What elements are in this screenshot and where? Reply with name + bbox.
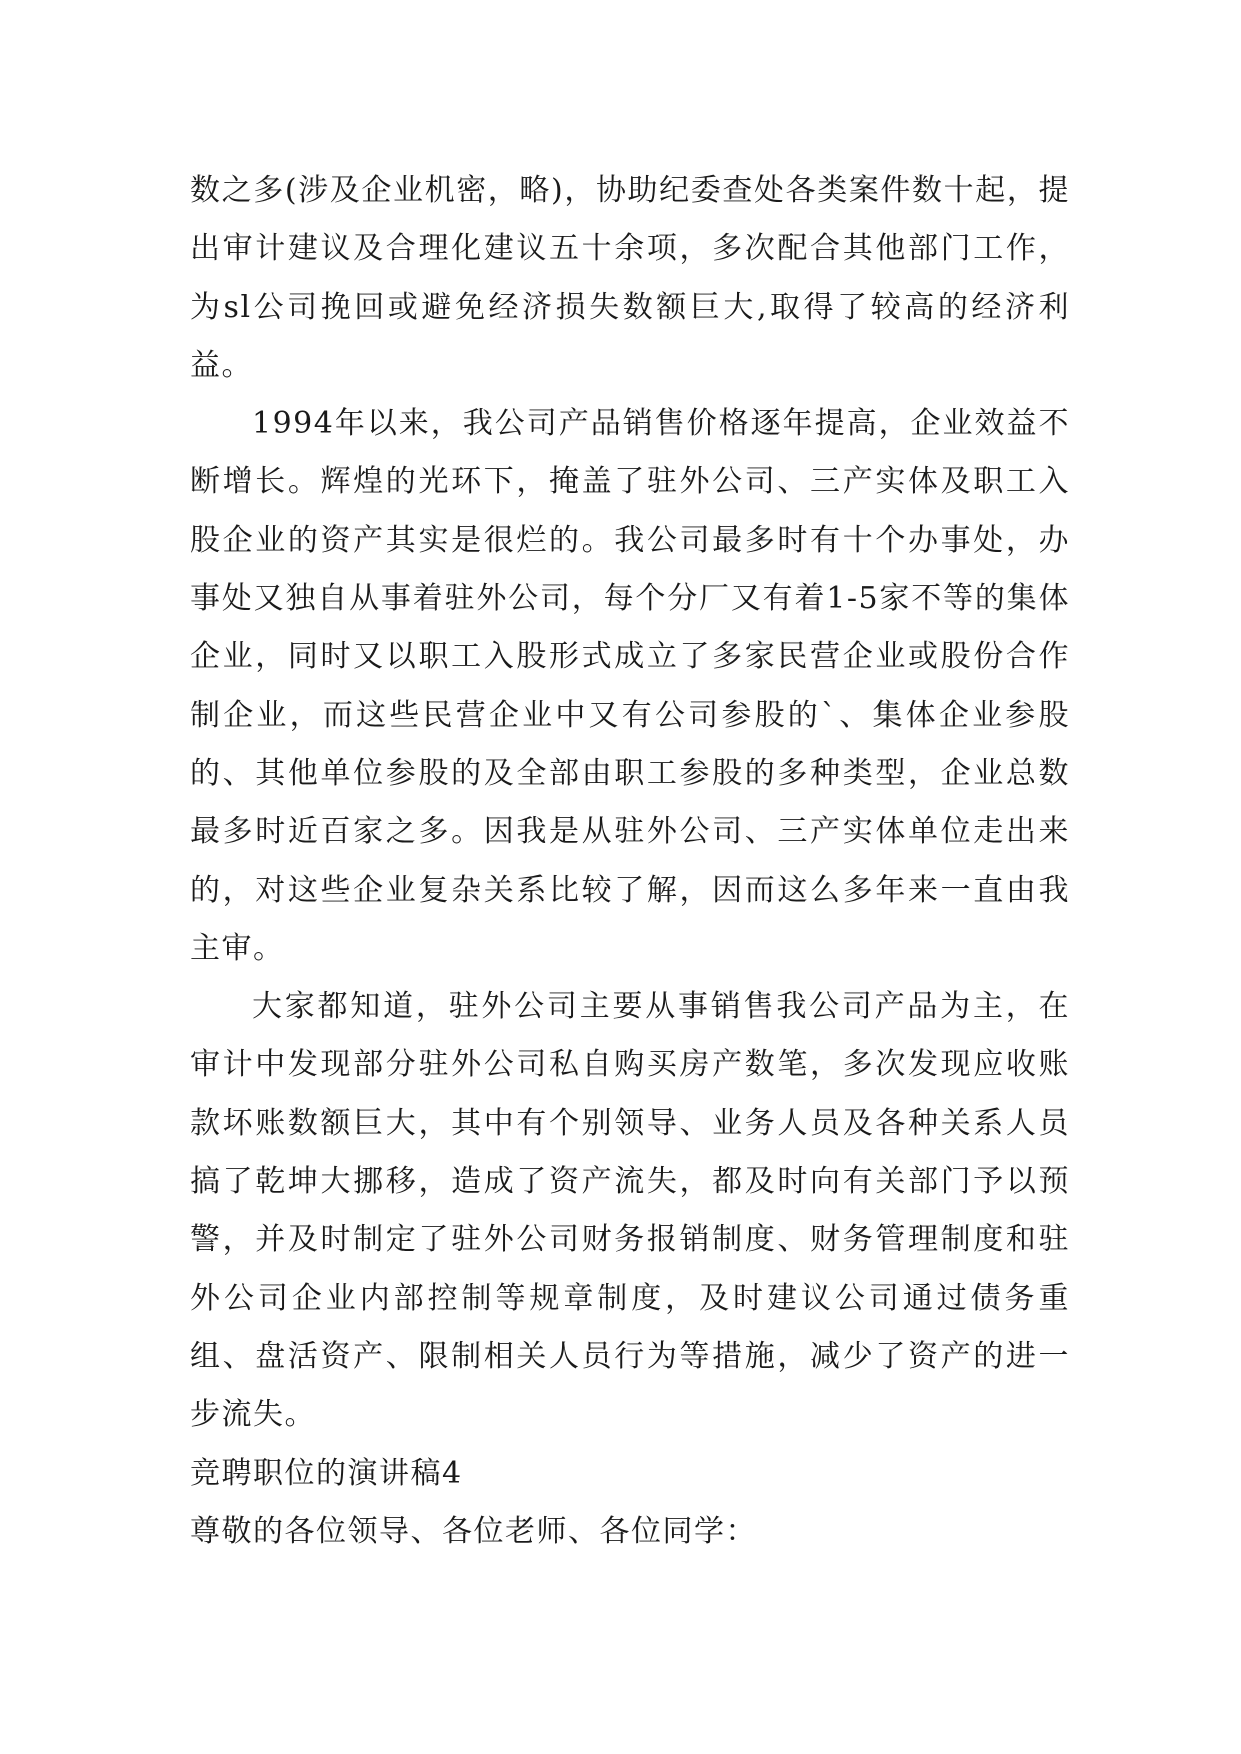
paragraph-asset-loss-prevention: 大家都知道，驻外公司主要从事销售我公司产品为主，在审计中发现部分驻外公司私自购买房产数笔，多次发现应收账款坏账数额巨大，其中有个别领导、业务人员及各种关系人员搞了乾坤大挪移，造成了资产流失，都及时向有关部门予以预警，并及时制定了驻外公司财务报销制度、财务管理制度和驻外公司企业内部控制等规章制度，及时建议公司通过债务重组、盘活资产、限制相关人员行为等措施，减少了资产的进一步流失。 (190, 989, 1070, 1433)
paragraph-subsidiary-overview: 1994年以来，我公司产品销售价格逐年提高，企业效益不断增长。辉煌的光环下，掩盖了驻外公司、三产实体及职工入股企业的资产其实是很烂的。我公司最多时有十个办事处，办事处又独自从事着驻外公司，每个分厂又有着1-5家不等的集体企业，同时又以职工入股形式成立了多家民营企业或股份合作制企业，而这些民营企业中又有公司参股的`、集体企业参股的、其他单位参股的及全部由职工参股的多种类型，企业总数最多时近百家之多。因我是从驻外公司、三产实体单位走出来的，对这些企业复杂关系比较了解，因而这么多年来一直由我主审。 (190, 406, 1070, 966)
paragraph-audit-results: 数之多(涉及企业机密，略)，协助纪委查处各类案件数十起，提出审计建议及合理化建议五十余项，多次配合其他部门工作，为sl公司挽回或避免经济损失数额巨大,取得了较高的经济利益。 (190, 173, 1070, 383)
salutation: 尊敬的各位领导、各位老师、各位同学： (190, 1513, 757, 1549)
section-title: 竞聘职位的演讲稿4 (190, 1455, 463, 1491)
document-body (190, 162, 1070, 1561)
